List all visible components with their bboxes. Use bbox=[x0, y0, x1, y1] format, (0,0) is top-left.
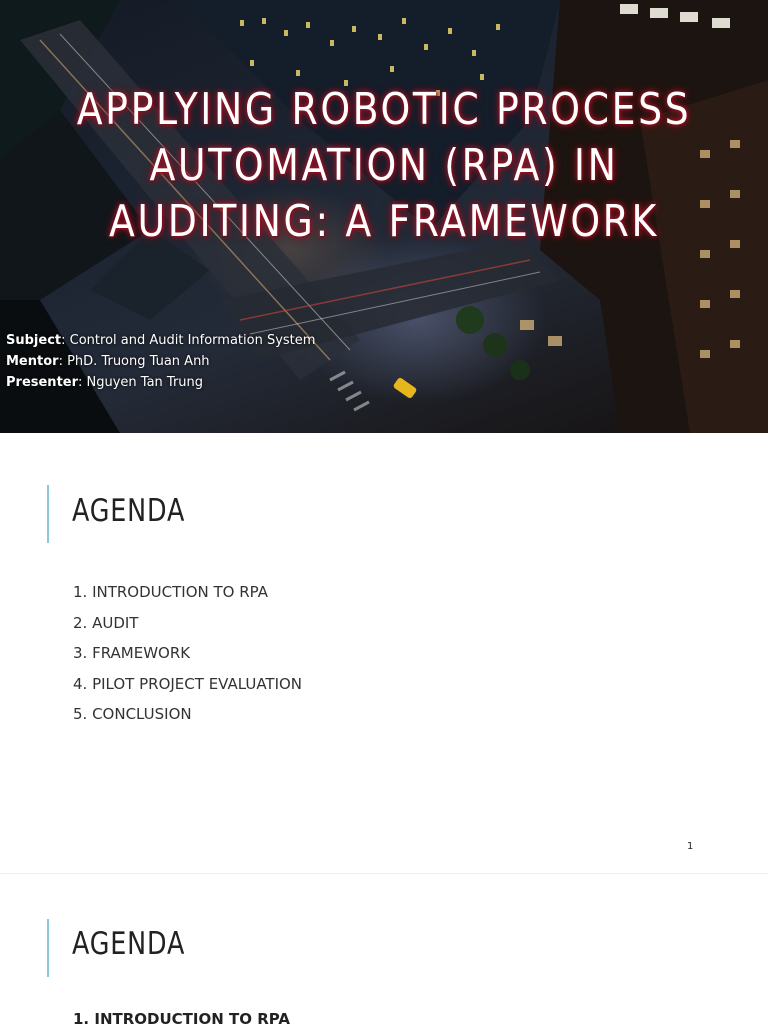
agenda-heading: AGENDA bbox=[72, 493, 186, 529]
page-number: 1 bbox=[687, 841, 694, 852]
presenter-label: Presenter bbox=[6, 375, 79, 390]
title-line-2: AUTOMATION (RPA) IN bbox=[149, 140, 619, 191]
title-slide bbox=[0, 0, 768, 433]
title-line-3: AUDITING: A FRAMEWORK bbox=[109, 196, 659, 247]
agenda-slide-2 bbox=[0, 873, 768, 1028]
mentor-label: Mentor bbox=[6, 354, 59, 369]
subject-value: : Control and Audit Information System bbox=[61, 333, 316, 348]
agenda-list bbox=[73, 577, 302, 730]
accent-bar-2 bbox=[47, 919, 49, 977]
agenda-slide bbox=[0, 433, 768, 873]
agenda-item-pilot-project: 4. PILOT PROJECT EVALUATION bbox=[73, 674, 303, 693]
presentation-title bbox=[0, 82, 768, 250]
agenda-item-introduction-highlighted: 1. INTRODUCTION TO RPA bbox=[73, 1010, 290, 1028]
agenda-heading-2: AGENDA bbox=[72, 926, 186, 962]
accent-bar bbox=[47, 485, 49, 543]
presentation-details bbox=[6, 330, 315, 393]
agenda-item-introduction: 1. INTRODUCTION TO RPA bbox=[73, 583, 269, 601]
agenda-item-conclusion: 5. CONCLUSION bbox=[73, 705, 192, 723]
subject-label: Subject bbox=[6, 333, 62, 348]
subject-row bbox=[6, 330, 315, 351]
agenda-item-audit: 2. AUDIT bbox=[73, 613, 139, 632]
agenda-item-framework: 3. FRAMEWORK bbox=[73, 644, 191, 662]
mentor-value: : PhD. Truong Tuan Anh bbox=[58, 354, 210, 369]
title-line-1: APPLYING ROBOTIC PROCESS bbox=[76, 84, 692, 135]
presenter-row bbox=[6, 372, 315, 393]
mentor-row bbox=[6, 351, 315, 372]
presenter-value: : Nguyen Tan Trung bbox=[78, 375, 204, 390]
